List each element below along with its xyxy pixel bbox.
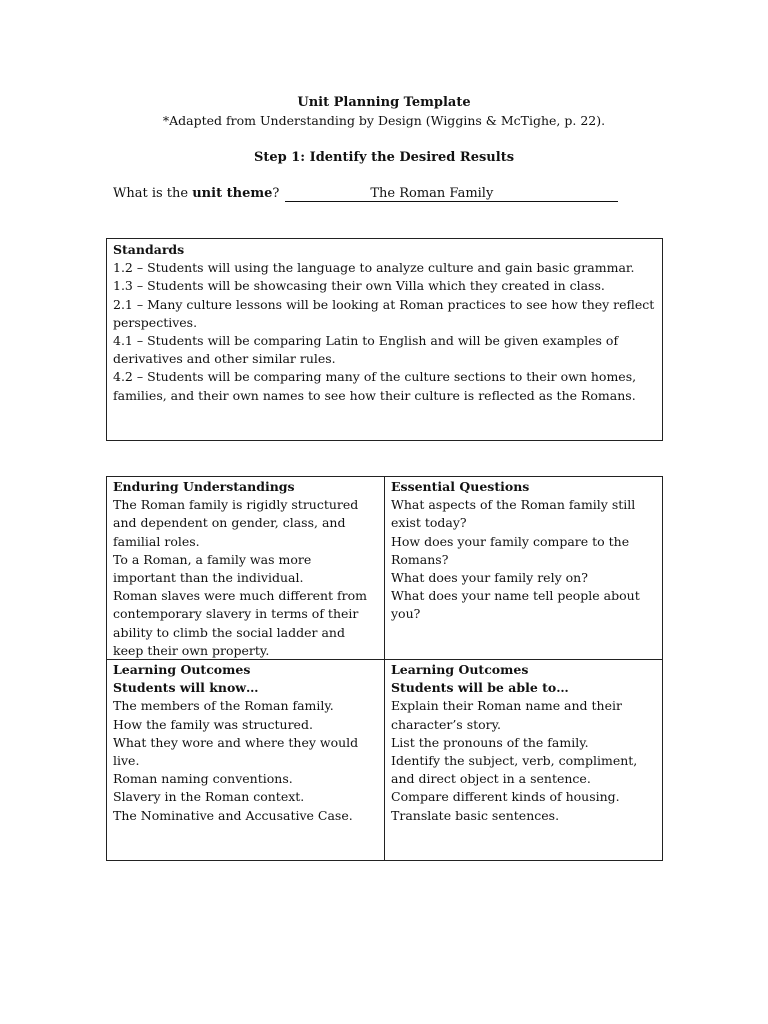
- know-line: How the family was structured.: [113, 716, 313, 732]
- able-line: Compare different kinds of housing.: [391, 789, 620, 805]
- enduring-line: keep their own property.: [113, 642, 270, 658]
- standards-box: [106, 238, 663, 441]
- essential-line: How does your family compare to the: [391, 533, 630, 549]
- essential-line: exist today?: [391, 515, 467, 531]
- enduring-line: contemporary slavery in terms of their: [113, 606, 359, 622]
- essential-line: What does your name tell people about: [391, 588, 640, 604]
- standards-line: 2.1 – Many culture lessons will be looking at Roman practices to see how they reflect: [113, 296, 655, 312]
- essential-line: What does your family rely on?: [391, 570, 588, 586]
- standards-line: families, and their own names to see how their culture is reflected as the Romans.: [113, 387, 636, 403]
- enduring-understandings-cell: [107, 477, 385, 659]
- essential-questions-cell: [385, 477, 662, 659]
- enduring-line: Roman slaves were much different from: [113, 588, 368, 604]
- able-line: Explain their Roman name and their: [391, 698, 622, 714]
- standards-line: 1.2 – Students will using the language to analyze culture and gain basic grammar.: [113, 260, 635, 276]
- standards-line: 4.1 – Students will be comparing Latin to English and will be given examples of: [113, 333, 619, 349]
- unit-theme-value: The Roman Family: [285, 186, 618, 202]
- able-line: List the pronouns of the family.: [391, 734, 589, 750]
- unit-theme-label-prefix: What is the: [113, 186, 193, 201]
- enduring-line: ability to climb the social ladder and: [113, 624, 345, 640]
- know-line: Roman naming conventions.: [113, 771, 293, 787]
- know-line: live.: [113, 753, 140, 769]
- unit-theme-label-suffix: ?: [272, 186, 280, 201]
- standards-line: perspectives.: [113, 314, 198, 330]
- learning-outcomes-able-cell: [385, 660, 662, 860]
- unit-theme-label-bold: unit theme: [192, 186, 273, 201]
- enduring-line: familial roles.: [113, 533, 200, 549]
- unit-theme-row: [113, 185, 618, 202]
- know-line: The members of the Roman family.: [113, 698, 334, 714]
- standards-line: derivatives and other similar rules.: [113, 351, 336, 367]
- enduring-line: To a Roman, a family was more: [113, 551, 312, 567]
- able-line: Identify the subject, verb, compliment,: [391, 753, 638, 769]
- essential-line: Romans?: [391, 551, 449, 567]
- able-line: and direct object in a sentence.: [391, 771, 591, 787]
- essential-line: What aspects of the Roman family still: [391, 497, 636, 513]
- know-line: What they wore and where they would: [113, 734, 359, 750]
- able-line: Translate basic sentences.: [391, 807, 560, 823]
- learning-outcomes-heading: Learning Outcomes: [113, 662, 251, 677]
- essential-line: you?: [391, 606, 421, 622]
- standards-line: 4.2 – Students will be comparing many of the culture sections to their own homes,: [113, 369, 637, 385]
- able-line: character’s story.: [391, 716, 502, 732]
- standards-line: 1.3 – Students will be showcasing their own Villa which they created in class.: [113, 278, 605, 294]
- document-title: Unit Planning Template: [297, 95, 471, 110]
- unit-theme-label: [113, 185, 279, 202]
- learning-outcomes-subheading: Students will know…: [113, 680, 259, 696]
- step-heading: Step 1: Identify the Desired Results: [253, 150, 515, 165]
- enduring-line: important than the individual.: [113, 570, 304, 586]
- learning-outcomes-subheading: Students will be able to…: [391, 680, 569, 696]
- know-line: Slavery in the Roman context.: [113, 789, 305, 805]
- enduring-line: and dependent on gender, class, and: [113, 515, 346, 531]
- document-subtitle: *Adapted from Understanding by Design (Wiggins & McTighe, p. 22).: [162, 113, 606, 128]
- understandings-grid: [106, 476, 663, 861]
- standards-heading: Standards: [113, 242, 185, 257]
- essential-questions-heading: Essential Questions: [391, 479, 530, 494]
- learning-outcomes-heading: Learning Outcomes: [391, 662, 529, 677]
- enduring-line: The Roman family is rigidly structured: [113, 497, 359, 513]
- learning-outcomes-know-cell: [107, 660, 385, 860]
- enduring-understandings-heading: Enduring Understandings: [113, 479, 295, 494]
- know-line: The Nominative and Accusative Case.: [113, 807, 353, 823]
